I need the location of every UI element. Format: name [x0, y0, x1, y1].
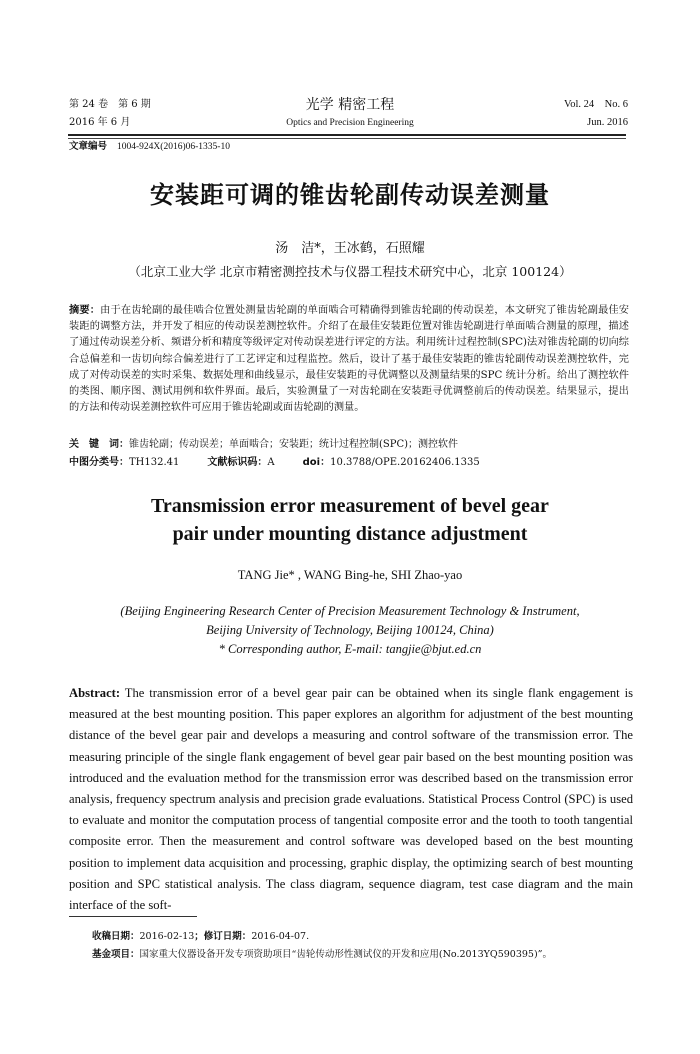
date-en: Jun. 2016	[587, 117, 628, 128]
received-value: 2016-02-13	[139, 931, 195, 942]
header-rule-thin	[68, 138, 626, 139]
received-label: 收稿日期：	[92, 931, 140, 942]
footnote-dates	[92, 930, 309, 944]
doc-code-label: 文献标识码：	[207, 457, 268, 468]
title-cn: 安装距可调的锥齿轮副传动误差测量	[150, 181, 550, 209]
authors-en: TANG Jie* , WANG Bing-he, SHI Zhao-yao	[237, 568, 463, 582]
fund-label: 基金项目：	[92, 949, 140, 960]
abstract-en-label: Abstract:	[69, 686, 121, 700]
affiliation-en-line1: (Beijing Engineering Research Center of Precision Measurement Technology & Instrument,	[120, 604, 580, 618]
title-en-line2: pair under mounting distance adjustment	[172, 523, 528, 545]
article-number-value: 1004-924X(2016)06-1335-10	[117, 142, 230, 152]
date-cn: 2016 年 6 月	[69, 117, 131, 128]
volume-issue-en: Vol. 24 No. 6	[564, 99, 628, 110]
keywords-cn-label: 关 键 词：	[69, 439, 129, 450]
keywords-cn	[69, 438, 458, 452]
affiliation-en	[0, 602, 700, 659]
fund-text: 国家重大仪器设备开发专项资助项目“齿轮传动形性测试仪的开发和应用(No.2013YQ590395)”。	[139, 949, 553, 960]
abstract-cn	[69, 303, 629, 416]
affiliation-cn: （北京工业大学 北京市精密测控技术与仪器工程技术研究中心，北京 100124）	[128, 264, 572, 279]
footnote-fund	[92, 948, 552, 962]
doi-label: doi：	[302, 457, 331, 468]
keywords-cn-text: 锥齿轮副；传动误差；单面啮合；安装距；统计过程控制(SPC)；测控软件	[129, 439, 459, 450]
revised-value: 2016-04-07.	[251, 931, 310, 942]
title-en-line1: Transmission error measurement of bevel gear	[151, 495, 549, 517]
article-number	[69, 140, 230, 154]
corresponding-author: * Corresponding author, E-mail: tangjie@bjut.ed.cn	[218, 642, 482, 656]
authors-cn: 汤 洁*，王冰鹤，石照耀	[275, 241, 425, 256]
journal-name-en: Optics and Precision Engineering	[286, 118, 414, 128]
article-number-label: 文章编号	[69, 141, 108, 152]
volume-issue-cn: 第 24 卷 第 6 期	[69, 99, 151, 110]
revised-label: ；修订日期：	[194, 931, 252, 942]
footnote-rule	[69, 916, 197, 917]
abstract-en	[69, 683, 633, 916]
clc-label: 中图分类号：	[69, 457, 129, 468]
journal-name-cn: 光学 精密工程	[305, 97, 395, 113]
header-right	[564, 96, 628, 132]
abstract-cn-text: 由于在齿轮副的最佳啮合位置处测量齿轮副的单面啮合可精确得到锥齿轮副的传动误差，本文研究了锥齿轮副最佳安装距的调整方法，并开发了相应的传动误差测控软件。介绍了在最佳安装距位置对锥齿轮副进行单面啮合测量的原理，描述了通过传动误差分析、频谱分析和精度等级评定对传动误差进行评定的方法。利用统计过程控制(SPC)法对锥齿轮副的切向综合总偏差和一齿切向综合偏差进行了工艺评定和过程监控。然后，设计了基于最佳安装距的锥齿轮副传动误差测控软件，完成了对传动误差的实时采集、数据处理和曲线显示，最佳安装距的寻优调整以及测量结果的SPC 统计分析。给出了测控软件的类图、顺序图、测试用例和软件界面。最后，实验测量了一对齿轮副在安装距寻优调整前后的传动误差。结果显示，提出的方法和传动误差测控软件可应用于锥齿轮副或面齿轮副的测量。	[69, 305, 629, 414]
doc-code-value: A	[267, 457, 275, 468]
title-en	[0, 492, 700, 548]
clc-value: TH132.41	[129, 457, 180, 468]
affiliation-en-line2: Beijing University of Technology, Beijing 100124, China)	[206, 623, 494, 637]
doi-value: 10.3788/OPE.20162406.1335	[330, 457, 480, 468]
abstract-en-text: The transmission error of a bevel gear pair can be obtained when its single flank engagement is measured at the best mounting position. This paper explores an algorithm for adjustment of the best mounting distance of the bevel gear pair and develops a measuring and control software of the transmission error. The measuring principle of the single flank engagement of bevel gear pair based on the best mounting position was introduced and the evaluation method for the transmission error was described based on the transmission error analysis, frequency spectrum analysis and precision grade evaluations. Statistical Process Control (SPC) is used to evaluate and monitor the computation process of tangential composite error and the tooth to tooth tangential composite error. Then the measurement and control software was developed based on the best mounting position to implement data acquisition and processing, graphic display, the optimizing search of best mounting position and SPC statistical analysis. The class diagram, sequence diagram, test case diagram and the main interface of the soft-	[69, 686, 633, 913]
header-rule-thick	[68, 134, 626, 136]
classification	[69, 456, 480, 470]
abstract-cn-label: 摘要：	[69, 305, 101, 316]
